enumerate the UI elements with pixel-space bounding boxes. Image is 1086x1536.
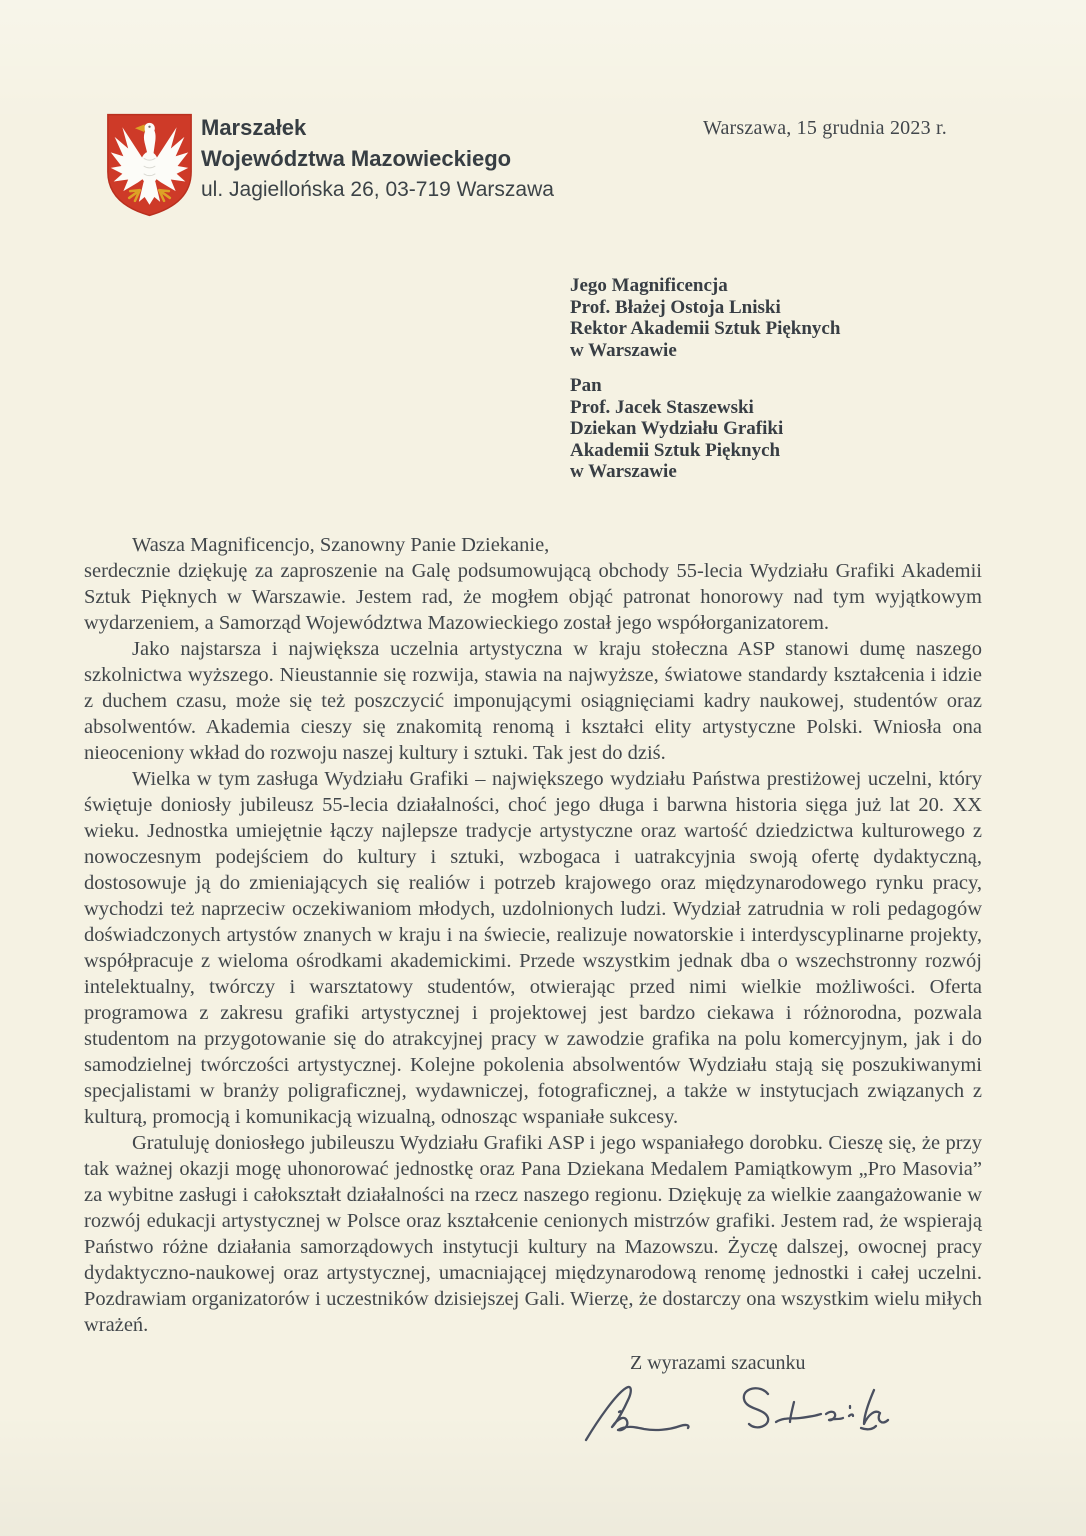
sender-region: Województwa Mazowieckiego [201, 146, 512, 171]
sender-title: Marszałek [201, 115, 307, 140]
closing-phrase: Z wyrazami szacunku [630, 1352, 806, 1374]
paragraph-congratulations: Gratuluję doniosłego jubileuszu Wydziału Grafiki ASP i jego wspaniałego dorobku. Cieszę się, że przy tak ważnej okazji mogę uhonorować jednostkę oraz Pana Dziekana Medalem Pamiątkowym „Pro Masovia” za wybitne zasługi i całokształt działalności na rzecz naszego regionu. Dziękuję za wielkie zaangażowanie w rozwój edukacji artystycznej w Polsce oraz kształcenie cenionych mistrzów grafiki. Jestem rad, że wspierają Państwo różne działania samorządowych instytucji kultury na Mazowszu. Życzę dalszej, owocnej pracy dydaktyczno-naukowej oraz artystycznej, umacniającej międzynarodową renomę jednostki i całej uczelni. Pozdrawiam organizatorów i uczestników dzisiejszej Gali. Wierzę, że dostarczy ona wszystkim wielu miłych wrażeń. [84, 1132, 982, 1336]
recipient-line: Jego Magnificencja [570, 275, 728, 296]
recipient-rector [570, 275, 840, 361]
letter-body [84, 532, 982, 1338]
handwritten-signature-icon [572, 1378, 892, 1456]
recipients-block [570, 275, 840, 497]
recipient-line: Dziekan Wydziału Grafiki [570, 418, 784, 439]
paragraph-thanks: serdecznie dziękuję za zaproszenie na Galę podsumowującą obchody 55-lecia Wydziału Grafiki Akademii Sztuk Pięknych w Warszawie. Jestem rad, że mogłem objąć patronat honorowy nad tym wyjątkowym wydarzeniem, a Samorząd Województwa Mazowieckiego został jego współorganizatorem. [84, 560, 982, 634]
recipient-line: Prof. Jacek Staszewski [570, 396, 754, 418]
sender-address: ul. Jagiellońska 26, 03-719 Warszawa [201, 178, 554, 201]
sender-block [201, 112, 554, 205]
recipient-line: w Warszawie [570, 339, 677, 361]
paragraph-faculty: Wielka w tym zasługa Wydziału Grafiki – największego wydziału Państwa prestiżowej uczelni, który świętuje doniosły jubileusz 55-lecia działalności, choć jego długa i barwna historia sięga już lat 20. XX wieku. Jednostka umiejętnie łączy najlepsze tradycje artystyczne oraz wartość dziedzictwa kulturowego z nowoczesnym podejściem do kultury i sztuki, wzbogaca i uatrakcyjnia swoją ofertę dydaktyczną, dostosowuje ją do zmieniających się realiów i potrzeb krajowego oraz międzynarodowego rynku pracy, wychodzi też naprzeciw oczekiwaniom młodych, uzdolnionych ludzi. Wydział zatrudnia w roli pedagogów doświadczonych artystów znanych w kraju i na świecie, realizuje nowatorskie i interdyscyplinarne projekty, współpracuje z wieloma ośrodkami akademickimi. Przede wszystkim jednak dba o wszechstronny rozwój intelektualny, twórczy i warsztatowy studentów, otwierając przed nimi wielkie możliwości. Oferta programowa z zakresu grafiki artystycznej i projektowej jest bardzo ciekawa i różnorodna, pozwala studentom na przygotowanie się do atrakcyjnej pracy w zawodzie grafika na polu komercyjnym, jak i do samodzielnej twórczości artystycznej. Kolejne pokolenia absolwentów Wydziału stają się poszukiwanymi specjalistami w branży poligraficznej, wydawniczej, fotograficznej, a także w instytucjach związanych z kulturą, promocją i komunikacją wizualną, odnosząc wspaniałe sukcesy. [84, 768, 982, 1128]
recipient-line: Prof. Błażej Ostoja Lniski [570, 296, 781, 318]
recipient-line: w Warszawie [570, 461, 677, 482]
recipient-line: Rektor Akademii Sztuk Pięknych [570, 318, 841, 339]
salutation: Wasza Magnificencjo, Szanowny Panie Dziekanie, [132, 534, 550, 556]
recipient-line: Akademii Sztuk Pięknych [570, 439, 781, 461]
recipient-line: Pan [570, 375, 602, 396]
mazovia-coat-of-arms-icon [103, 111, 196, 219]
date-line: Warszawa, 15 grudnia 2023 r. [703, 117, 947, 139]
recipient-dean [570, 375, 840, 483]
paragraph-asp: Jako najstarsza i największa uczelnia artystyczna w kraju stołeczna ASP stanowi dumę naszego szkolnictwa wyższego. Nieustannie się rozwija, stawia na najwyższe, światowe standardy kształcenia i idzie z duchem czasu, może się też poszczycić imponującymi osiągnięciami kadry naukowej, studentów oraz absolwentów. Akademia cieszy się znakomitą renomą i kształci elity artystyczne Polski. Wniosła ona nieoceniony wkład do rozwoju naszej kultury i sztuki. Tak jest do dziś. [84, 638, 982, 764]
